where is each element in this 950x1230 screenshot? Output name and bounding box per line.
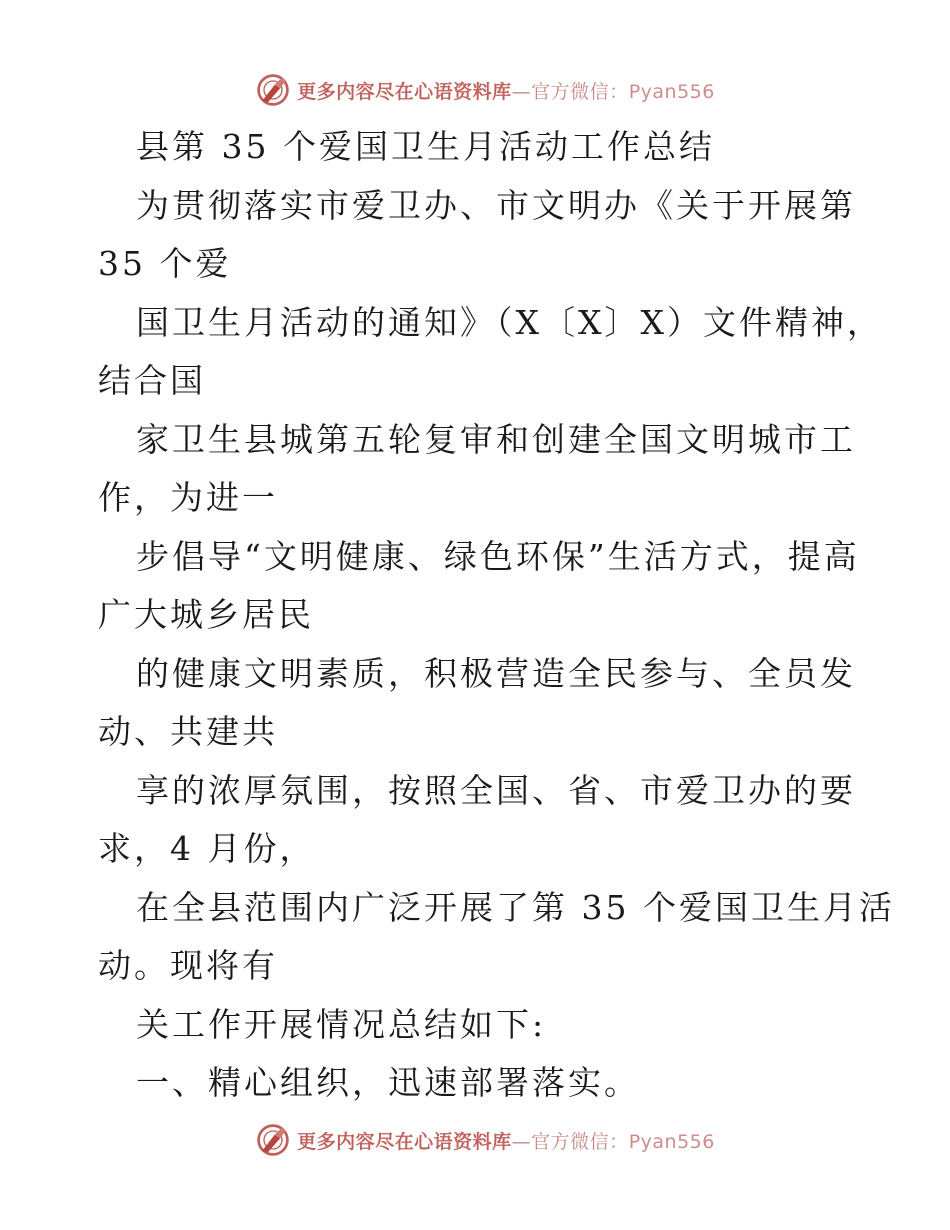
paragraph-line: 35 个爱: [98, 244, 232, 283]
footer-watermark: [0, 1120, 950, 1160]
paragraph-line: 关工作开展情况总结如下:: [136, 1004, 547, 1044]
document-title: 县第 35 个爱国卫生月活动工作总结: [136, 127, 715, 166]
paragraph-line: 国卫生月活动的通知》（X〔X〕X）文件精神，: [136, 302, 883, 342]
paragraph-line: 作，为进一: [98, 478, 278, 517]
paragraph-line: 家卫生县城第五轮复审和创建全国文明城市工: [136, 419, 856, 459]
watermark-group: [255, 1122, 715, 1158]
paragraph-line: 的健康文明素质，积极营造全民参与、全员发: [136, 653, 856, 693]
pen-logo-icon: [255, 72, 291, 108]
header-watermark: [0, 70, 950, 110]
pen-logo-icon: [255, 1122, 291, 1158]
paragraph-line: 享的浓厚氛围，按照全国、省、市爱卫办的要: [136, 770, 856, 810]
section-heading: 一、精心组织，迅速部署落实。: [136, 1063, 640, 1102]
paragraph-line: 步倡导“文明健康、绿色环保”生活方式，提高: [136, 536, 860, 576]
document-body: [98, 118, 895, 1113]
paragraph-line: 广大城乡居民: [98, 595, 314, 634]
watermark-group: [255, 72, 715, 108]
paragraph-line: 结合国: [98, 361, 206, 400]
watermark-text: 更多内容尽在心语资料库—官方微信：Pyan556: [297, 1130, 715, 1153]
paragraph-line: 动、共建共: [98, 712, 278, 751]
paragraph-line: 为贯彻落实市爱卫办、市文明办《关于开展第: [136, 185, 856, 225]
paragraph-line: 求，4 月份，: [98, 829, 316, 868]
paragraph-line: 在全县范围内广泛开展了第 35 个爱国卫生月活: [136, 887, 895, 927]
paragraph-line: 动。现将有: [98, 946, 278, 985]
watermark-text: 更多内容尽在心语资料库—官方微信：Pyan556: [297, 80, 715, 103]
